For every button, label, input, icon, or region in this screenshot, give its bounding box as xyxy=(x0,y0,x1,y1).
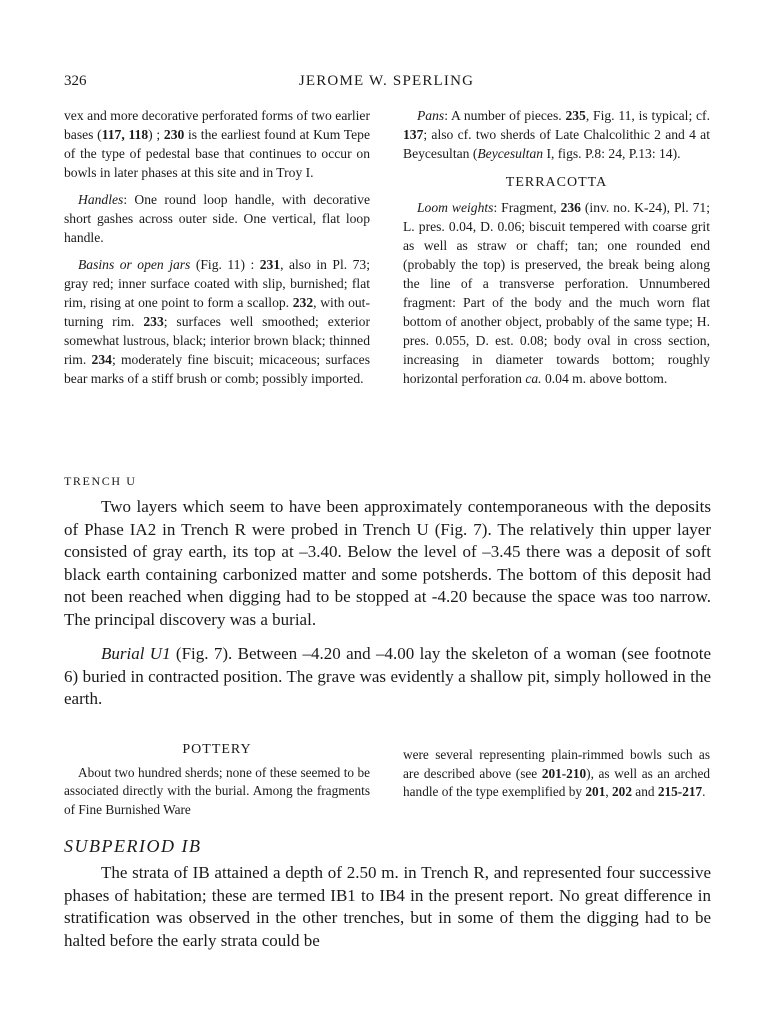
paragraph-subperiod-ib: The strata of IB attained a depth of 2.50 m. in Trench R, and represented four successive phases of habitation; these are termed IB1 to IB4 in the present report. No great difference in stratification was observed in the other trenches, but in some of them the digging had to be halted before the early strata could be xyxy=(64,863,711,950)
terracotta-heading: TERRACOTTA xyxy=(505,175,608,190)
paragraph-loom-weights: Loom weights: Fragment, 236 (inv. no. K-24), Pl. 71; L. pres. 0.04, D. 0.06; biscuit tempered with coarse grit as well as straw or chaff; tan; one rounded end (probably the top) is preserved, the break being along the line of a transverse perforation. Unnumbered fragment: Part of the body and the much worn flat bottom of another object, probably of the same type; H. pres. 0.055, D. est. 0.08; body oval in cross section, increasing in diameter towards bottom; roughly horizontal perforation ca. 0.04 m. above bottom. xyxy=(403,200,710,386)
paragraph-pottery-right: were several representing plain-rimmed bowls such as are described above (see 201-210), as well as an arched handle of the type exemplified by 201, 202 and 215-217. xyxy=(403,747,710,799)
pottery-right-column xyxy=(403,746,710,802)
paragraph-pans: Pans: A number of pieces. 235, Fig. 11, is typical; cf. 137; also cf. two sherds of Late Chalcolithic 2 and 4 at Beycesultan (Beycesultan I, figs. P.8: 24, P.13: 14). xyxy=(403,108,710,161)
trench-u-text xyxy=(64,496,711,711)
paragraph-basins: Basins or open jars (Fig. 11) : 231, also in Pl. 73; gray red; inner surface coated with slip, burnished; flat rim, rising at one point to form a scallop. 232, with out-turning rim. 233; surfaces well smoothed; exterior somewhat lustrous, black; interior brown black; thinned rim. 234; moderately fine biscuit; micaceous; surfaces bear marks of a stiff brush or comb; possibly imported. xyxy=(64,257,370,386)
left-column xyxy=(64,106,370,388)
page-number: 326 xyxy=(64,73,87,89)
pottery-left-column xyxy=(64,741,370,819)
right-column xyxy=(403,106,710,388)
subperiod-ib-heading: SUBPERIOD IB xyxy=(64,836,202,856)
paragraph-pottery-left: About two hundred sherds; none of these seemed to be associated directly with the burial. Among the fragments of Fine Burnished Ware xyxy=(64,764,370,817)
paragraph-burial-u1: Burial U1 (Fig. 7). Between –4.20 and –4.00 lay the skeleton of a woman (see footnote 6) buried in contracted position. The grave was evidently a shallow pit, simply hollowed in the earth. xyxy=(64,644,711,708)
paragraph-handles: Handles: One round loop handle, with decorative short gashes across outer side. One vertical, flat loop handle. xyxy=(64,192,370,245)
subperiod-ib-text xyxy=(64,862,711,952)
paragraph-trench-u: Two layers which seem to have been approximately contemporaneous with the deposits of Phase IA2 in Trench R were probed in Trench U (Fig. 7). The relatively thin upper layer consisted of gray earth, its top at –3.40. Below the level of –3.45 there was a deposit of soft black earth containing carbonized matter and some potsherds. The bottom of this deposit had not been reached when digging had to be stopped at -4.20 because the space was too narrow. The principal discovery was a burial. xyxy=(64,497,711,629)
paragraph-bases: vex and more decorative perforated forms of two earlier bases (117, 118) ; 230 is the earliest found at Kum Tepe of the type of pedestal base that continues to occur on bowls in later phases at this site and in Troy I. xyxy=(64,108,370,180)
running-head: JEROME W. SPERLING xyxy=(298,73,475,89)
trench-u-heading: TRENCH U xyxy=(64,474,137,488)
pottery-heading: POTTERY xyxy=(182,742,252,757)
